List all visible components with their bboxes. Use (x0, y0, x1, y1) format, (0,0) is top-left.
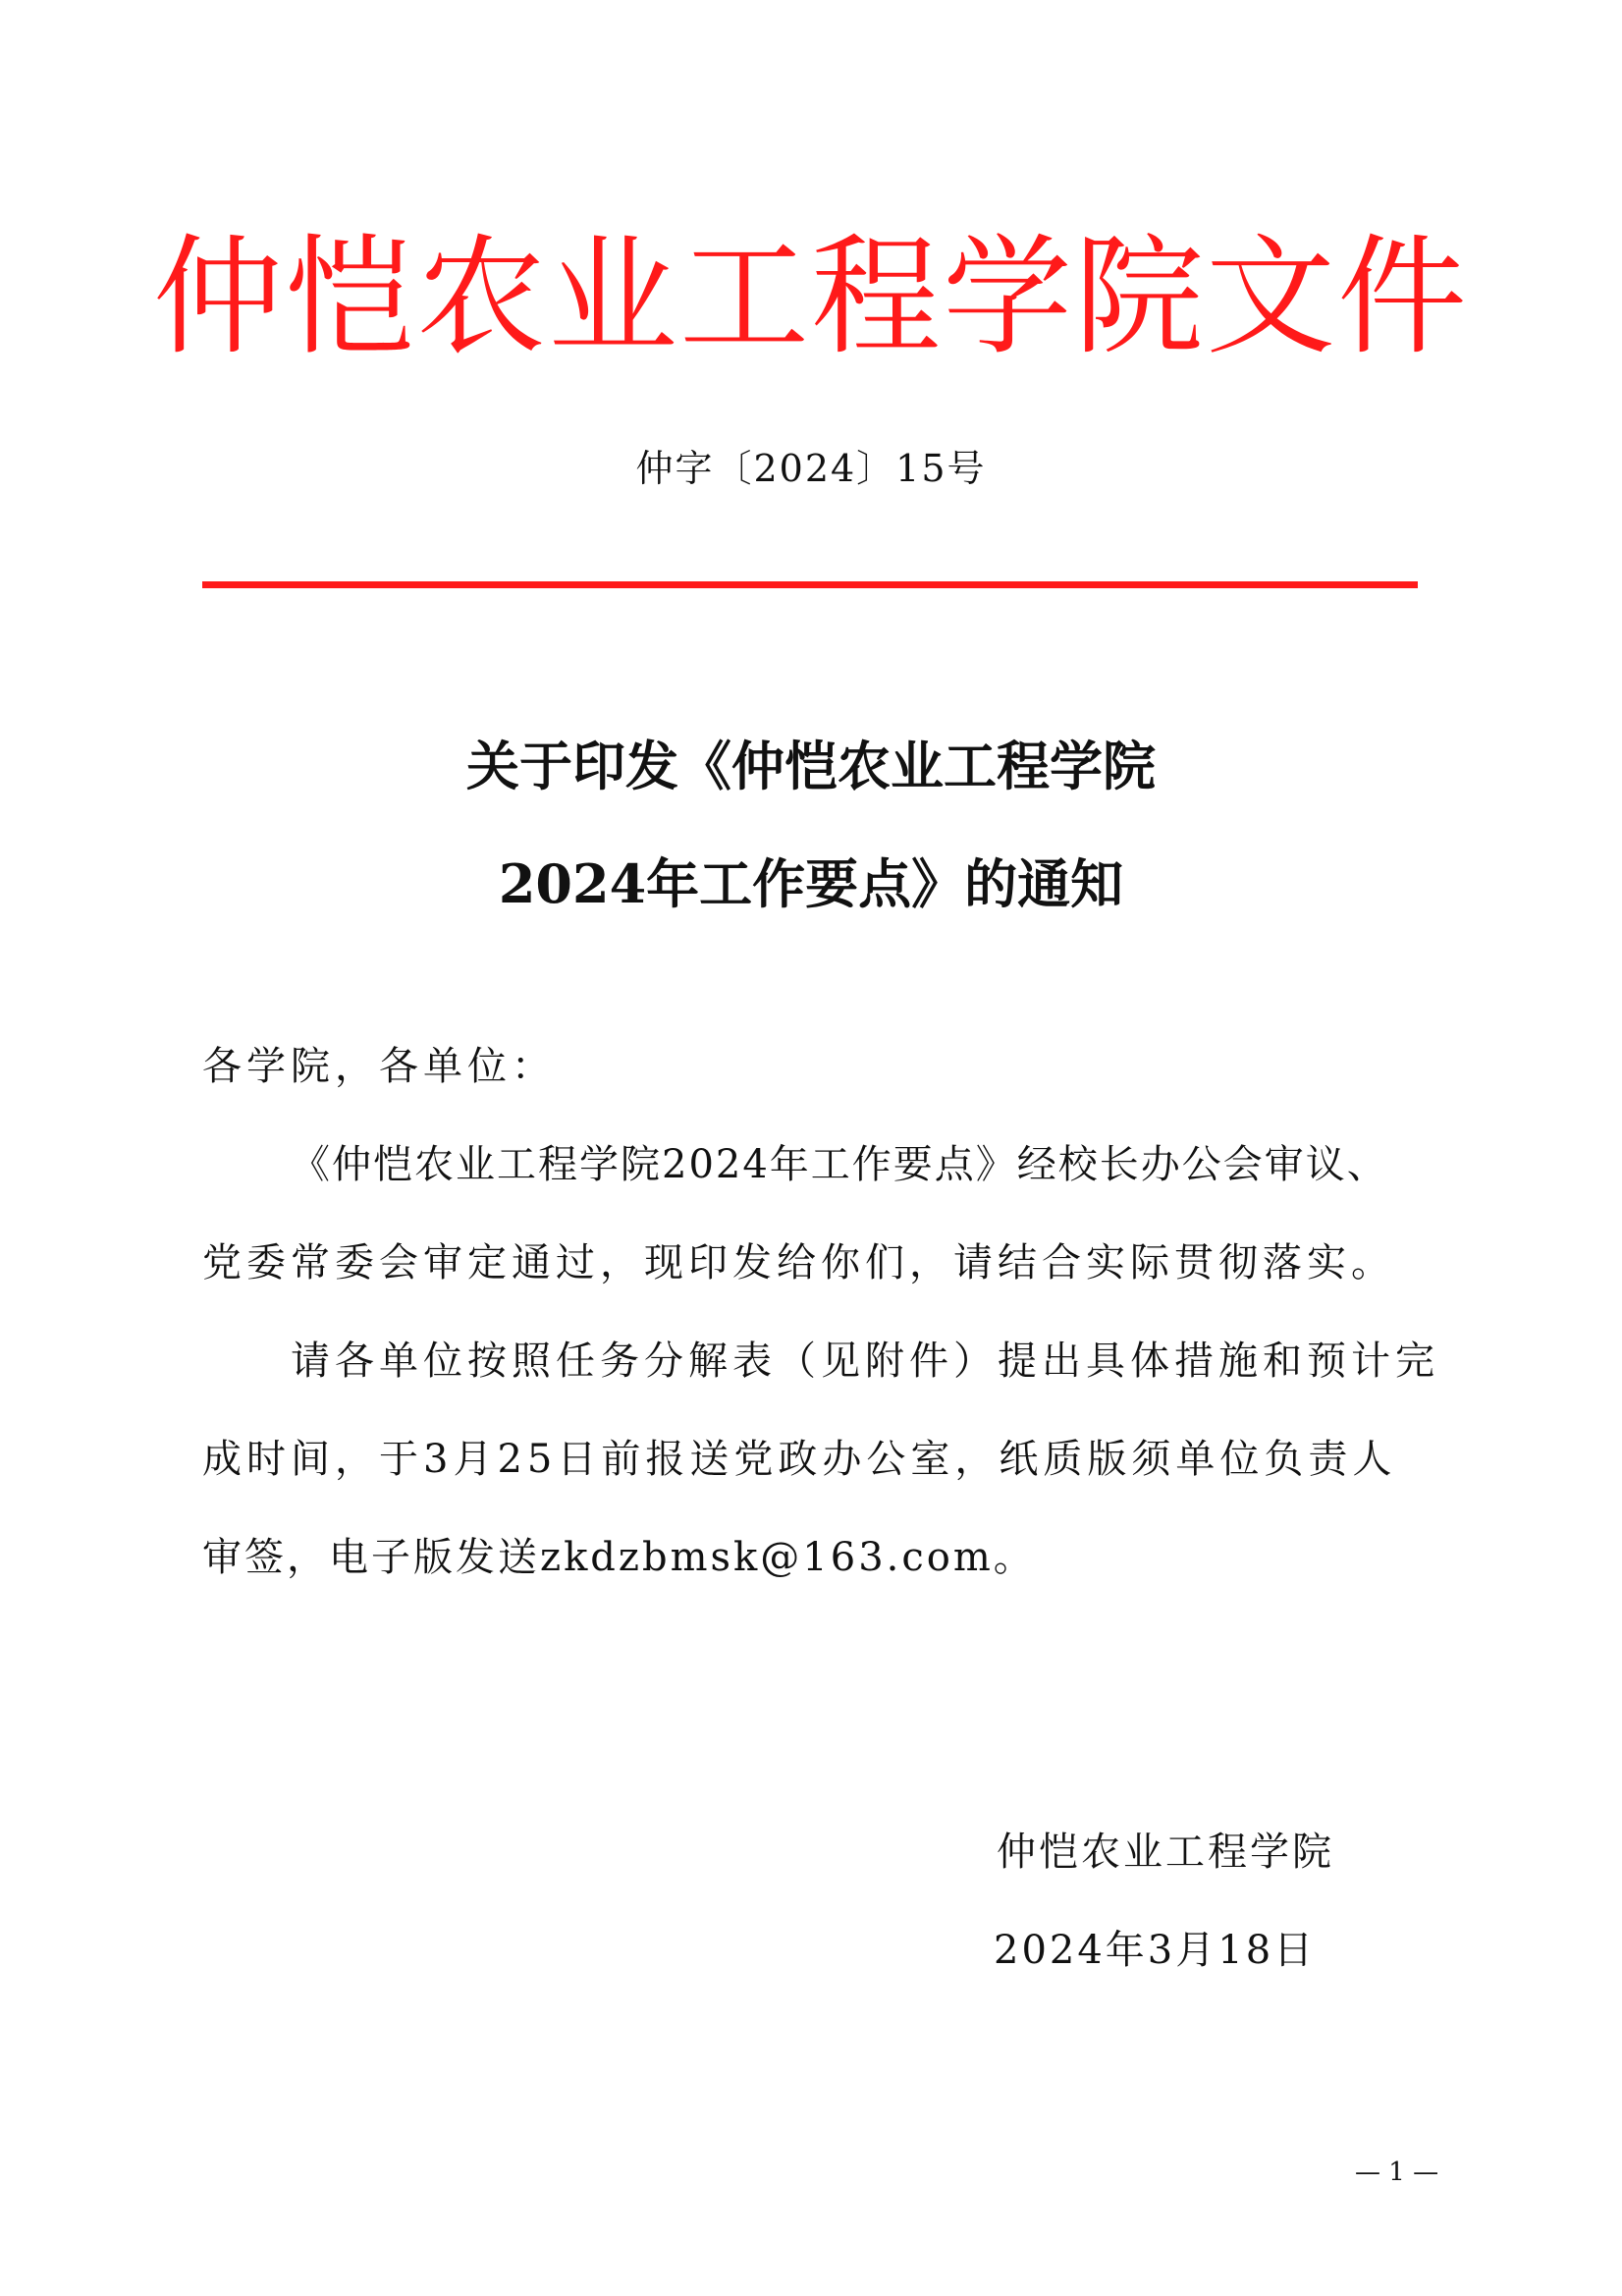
page-number: — 1 — (1355, 2158, 1439, 2187)
document-number: 仲字〔2024〕15号 (635, 447, 987, 490)
masthead-title: 仲恺农业工程学院文件 (153, 222, 1469, 373)
body-line-1: 《仲恺农业工程学院2024年工作要点》经校长办公会审议、 (291, 1142, 1388, 1187)
red-divider (202, 581, 1418, 588)
salutation: 各学院，各单位： (202, 1044, 556, 1089)
notice-title-line-2: 2024年工作要点》的通知 (498, 852, 1124, 915)
signing-organization: 仲恺农业工程学院 (997, 1830, 1334, 1875)
signing-date: 2024年3月18日 (994, 1928, 1317, 1973)
body-line-4: 成时间，于3月25日前报送党政办公室，纸质版须单位负责人 (202, 1437, 1397, 1482)
notice-title-line-1: 关于印发《仲恺农业工程学院 (466, 735, 1156, 797)
body-line-5: 审签，电子版发送zkdzbmsk@163.com。 (202, 1535, 1036, 1580)
body-line-3: 请各单位按照任务分解表（见附件）提出具体措施和预计完 (291, 1339, 1439, 1384)
body-line-2: 党委常委会审定通过，现印发给你们，请结合实际贯彻落实。 (202, 1240, 1395, 1285)
